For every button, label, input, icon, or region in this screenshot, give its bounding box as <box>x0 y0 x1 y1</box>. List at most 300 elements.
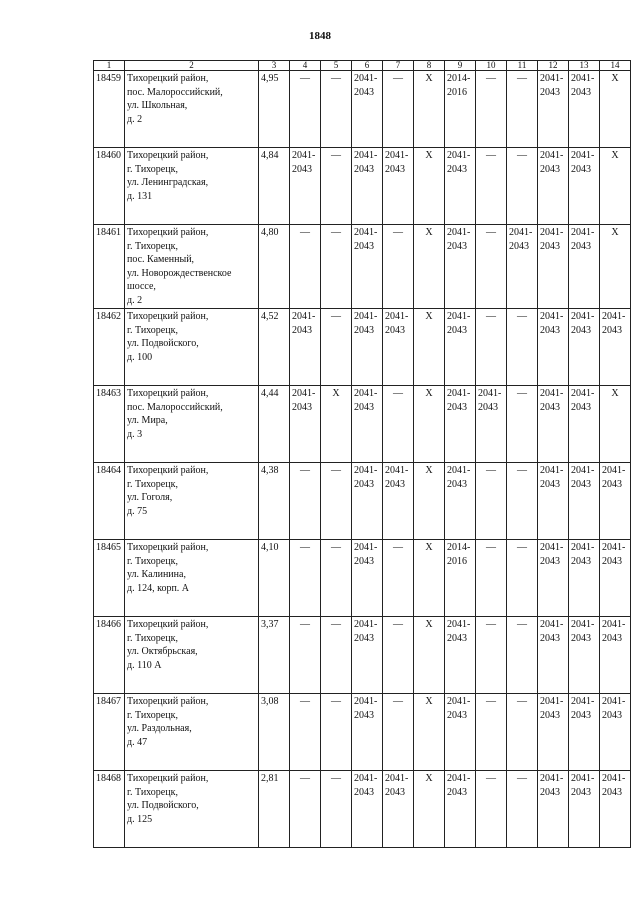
cell-text: — <box>393 227 403 238</box>
cell-text: X <box>425 311 433 322</box>
value-cell-6 <box>352 71 383 148</box>
address-line: г. Тихорецк, <box>127 240 178 252</box>
value-cell-5 <box>321 771 352 848</box>
value-cell-9 <box>445 771 476 848</box>
cell-text: 2041- <box>571 311 595 322</box>
cell-text: 2043 <box>509 240 529 252</box>
address-line: д. 3 <box>127 428 143 440</box>
address-cell <box>125 540 259 617</box>
cell-text: 2043 <box>571 163 591 175</box>
cell-text: 2041- <box>385 311 409 322</box>
cell-text: 2043 <box>354 163 374 175</box>
cell-text: 2014- <box>447 542 471 553</box>
cell-text: 2043 <box>540 555 560 567</box>
cell-text: 2041- <box>354 696 378 707</box>
value-cell-6 <box>352 771 383 848</box>
cell-text: 2043 <box>571 709 591 721</box>
row-number-cell: 18460 <box>94 148 125 225</box>
cell-text: 2043 <box>602 632 622 644</box>
cell-text: X <box>425 73 433 84</box>
cell-text: 2043 <box>354 786 374 798</box>
value-cell-7 <box>383 694 414 771</box>
value-cell-8 <box>414 225 445 309</box>
cell-text: 2041- <box>447 311 471 322</box>
value-cell-8 <box>414 386 445 463</box>
value-cell-14 <box>600 309 631 386</box>
cell-text: — <box>331 73 341 84</box>
table-row <box>94 617 631 694</box>
cell-text: — <box>486 542 496 553</box>
address-line: ул. Раздольная, <box>127 723 192 734</box>
cell-text: — <box>393 542 403 553</box>
value-cell-12 <box>538 71 569 148</box>
value-cell-14 <box>600 386 631 463</box>
value-cell-3: 4,44 <box>259 386 290 463</box>
cell-text: 2043 <box>540 478 560 490</box>
cell-text: 2043 <box>602 786 622 798</box>
address-cell <box>125 148 259 225</box>
address-line: пос. Малороссийский, <box>127 401 223 413</box>
cell-text: 2043 <box>354 240 374 252</box>
value-cell-10 <box>476 148 507 225</box>
value-cell-5 <box>321 225 352 309</box>
cell-text: 2041- <box>540 311 564 322</box>
column-header-10: 10 <box>476 61 507 71</box>
value-cell-4 <box>290 694 321 771</box>
value-cell-6 <box>352 309 383 386</box>
cell-text: — <box>300 465 310 476</box>
value-cell-12 <box>538 225 569 309</box>
address-cell <box>125 309 259 386</box>
cell-text: 2043 <box>447 709 467 721</box>
cell-text: X <box>425 696 433 707</box>
value-cell-11 <box>507 463 538 540</box>
table-body <box>94 71 631 848</box>
column-header-2: 2 <box>125 61 259 71</box>
address-cell <box>125 225 259 309</box>
value-cell-8 <box>414 463 445 540</box>
column-header-4: 4 <box>290 61 321 71</box>
cell-text: — <box>331 311 341 322</box>
value-cell-3: 4,95 <box>259 71 290 148</box>
value-cell-8 <box>414 617 445 694</box>
column-header-3: 3 <box>259 61 290 71</box>
value-cell-6 <box>352 694 383 771</box>
value-cell-10 <box>476 386 507 463</box>
cell-text: 2043 <box>571 240 591 252</box>
cell-text: 2041- <box>602 696 626 707</box>
address-line: д. 100 <box>127 351 153 363</box>
address-line: Тихорецкий район, <box>127 696 209 707</box>
cell-text: — <box>331 696 341 707</box>
address-line: д. 2 <box>127 294 143 306</box>
cell-text: 2041- <box>292 311 316 322</box>
value-cell-7 <box>383 71 414 148</box>
value-cell-6 <box>352 617 383 694</box>
cell-text: 2041- <box>571 388 595 399</box>
value-cell-12 <box>538 540 569 617</box>
value-cell-12 <box>538 771 569 848</box>
address-line: ул. Подвойского, <box>127 800 199 811</box>
value-cell-4 <box>290 463 321 540</box>
value-cell-8 <box>414 309 445 386</box>
address-line: ул. Школьная, <box>127 100 188 111</box>
cell-text: X <box>425 465 433 476</box>
address-line: д. 131 <box>127 190 153 202</box>
address-line: ул. Мира, <box>127 415 168 426</box>
value-cell-13 <box>569 71 600 148</box>
value-cell-13 <box>569 617 600 694</box>
cell-text: 2041- <box>478 388 502 399</box>
value-cell-4 <box>290 148 321 225</box>
cell-text: 2014- <box>447 73 471 84</box>
cell-text: — <box>517 619 527 630</box>
cell-text: 2041- <box>354 465 378 476</box>
cell-text: — <box>517 465 527 476</box>
cell-text: 2043 <box>540 709 560 721</box>
cell-text: 2041- <box>385 465 409 476</box>
value-cell-7 <box>383 386 414 463</box>
cell-text: 2041- <box>571 773 595 784</box>
cell-text: 2043 <box>602 324 622 336</box>
column-header-5: 5 <box>321 61 352 71</box>
value-cell-5 <box>321 463 352 540</box>
value-cell-5 <box>321 309 352 386</box>
row-number-cell: 18461 <box>94 225 125 309</box>
column-header-14: 14 <box>600 61 631 71</box>
column-header-11: 11 <box>507 61 538 71</box>
value-cell-14 <box>600 225 631 309</box>
address-line: Тихорецкий район, <box>127 388 209 399</box>
cell-text: 2041- <box>540 542 564 553</box>
value-cell-6 <box>352 148 383 225</box>
cell-text: 2043 <box>540 786 560 798</box>
cell-text: 2043 <box>354 632 374 644</box>
value-cell-3: 3,08 <box>259 694 290 771</box>
address-line: Тихорецкий район, <box>127 465 209 476</box>
cell-text: — <box>486 773 496 784</box>
cell-text: 2041- <box>354 311 378 322</box>
cell-text: 2043 <box>540 401 560 413</box>
row-number-cell: 18466 <box>94 617 125 694</box>
cell-text: 2041- <box>354 619 378 630</box>
value-cell-4 <box>290 771 321 848</box>
cell-text: 2043 <box>385 478 405 490</box>
address-line: д. 2 <box>127 113 143 125</box>
cell-text: X <box>332 388 340 399</box>
value-cell-12 <box>538 386 569 463</box>
row-number-cell: 18459 <box>94 71 125 148</box>
cell-text: — <box>300 773 310 784</box>
cell-text: 2041- <box>354 773 378 784</box>
table-row <box>94 463 631 540</box>
cell-text: 2041- <box>385 150 409 161</box>
address-line: г. Тихорецк, <box>127 163 178 175</box>
cell-text: — <box>517 388 527 399</box>
value-cell-12 <box>538 617 569 694</box>
value-cell-9 <box>445 309 476 386</box>
column-header-8: 8 <box>414 61 445 71</box>
value-cell-9 <box>445 225 476 309</box>
cell-text: — <box>331 465 341 476</box>
value-cell-4 <box>290 225 321 309</box>
value-cell-10 <box>476 463 507 540</box>
cell-text: 2041- <box>602 542 626 553</box>
address-line: д. 110 А <box>127 659 162 671</box>
cell-text: — <box>486 465 496 476</box>
cell-text: — <box>300 73 310 84</box>
cell-text: — <box>300 542 310 553</box>
cell-text: 2043 <box>571 401 591 413</box>
cell-text: 2043 <box>447 632 467 644</box>
address-cell <box>125 71 259 148</box>
row-number-cell: 18464 <box>94 463 125 540</box>
cell-text: 2043 <box>385 786 405 798</box>
cell-text: — <box>331 773 341 784</box>
value-cell-9 <box>445 540 476 617</box>
value-cell-5 <box>321 148 352 225</box>
cell-text: 2043 <box>385 163 405 175</box>
table-row <box>94 694 631 771</box>
cell-text: 2041- <box>354 542 378 553</box>
value-cell-14 <box>600 463 631 540</box>
cell-text: 2043 <box>602 555 622 567</box>
address-cell <box>125 617 259 694</box>
value-cell-7 <box>383 225 414 309</box>
value-cell-10 <box>476 225 507 309</box>
value-cell-13 <box>569 771 600 848</box>
cell-text: 2041- <box>540 73 564 84</box>
value-cell-11 <box>507 617 538 694</box>
cell-text: — <box>331 542 341 553</box>
value-cell-13 <box>569 225 600 309</box>
cell-text: 2041- <box>571 619 595 630</box>
value-cell-5 <box>321 540 352 617</box>
table-row <box>94 386 631 463</box>
address-line: ул. Октябрьская, <box>127 646 198 657</box>
address-line: д. 47 <box>127 736 148 748</box>
value-cell-12 <box>538 463 569 540</box>
address-line: г. Тихорецк, <box>127 786 178 798</box>
value-cell-13 <box>569 694 600 771</box>
cell-text: 2041- <box>602 619 626 630</box>
value-cell-6 <box>352 225 383 309</box>
cell-text: 2043 <box>447 786 467 798</box>
address-cell <box>125 771 259 848</box>
value-cell-3: 4,84 <box>259 148 290 225</box>
cell-text: 2041- <box>447 696 471 707</box>
value-cell-5 <box>321 694 352 771</box>
address-line: ул. Подвойского, <box>127 338 199 349</box>
value-cell-3: 2,81 <box>259 771 290 848</box>
value-cell-9 <box>445 386 476 463</box>
value-cell-4 <box>290 309 321 386</box>
column-header-6: 6 <box>352 61 383 71</box>
value-cell-12 <box>538 694 569 771</box>
cell-text: X <box>611 73 619 84</box>
cell-text: 2043 <box>447 163 467 175</box>
cell-text: — <box>393 73 403 84</box>
value-cell-14 <box>600 148 631 225</box>
table-row <box>94 540 631 617</box>
address-line: г. Тихорецк, <box>127 555 178 567</box>
cell-text: 2043 <box>354 324 374 336</box>
value-cell-3: 3,37 <box>259 617 290 694</box>
cell-text: X <box>425 227 433 238</box>
address-line: шоссе, <box>127 281 156 292</box>
row-number-cell: 18463 <box>94 386 125 463</box>
address-line: д. 75 <box>127 505 148 517</box>
value-cell-5 <box>321 386 352 463</box>
cell-text: 2043 <box>292 163 312 175</box>
value-cell-14 <box>600 71 631 148</box>
cell-text: 2041- <box>509 227 533 238</box>
value-cell-11 <box>507 694 538 771</box>
value-cell-10 <box>476 71 507 148</box>
cell-text: — <box>393 619 403 630</box>
table-row <box>94 71 631 148</box>
cell-text: — <box>393 388 403 399</box>
column-header-7: 7 <box>383 61 414 71</box>
cell-text: 2041- <box>571 465 595 476</box>
cell-text: X <box>425 773 433 784</box>
cell-text: 2043 <box>447 478 467 490</box>
cell-text: 2043 <box>354 555 374 567</box>
cell-text: 2041- <box>354 150 378 161</box>
cell-text: — <box>300 619 310 630</box>
address-cell <box>125 694 259 771</box>
cell-text: X <box>611 227 619 238</box>
value-cell-14 <box>600 617 631 694</box>
cell-text: 2041- <box>447 150 471 161</box>
cell-text: — <box>300 227 310 238</box>
cell-text: 2041- <box>571 73 595 84</box>
cell-text: — <box>517 73 527 84</box>
cell-text: 2043 <box>602 709 622 721</box>
header-row <box>94 61 631 71</box>
cell-text: 2043 <box>447 324 467 336</box>
cell-text: X <box>425 150 433 161</box>
value-cell-12 <box>538 309 569 386</box>
cell-text: — <box>517 773 527 784</box>
value-cell-4 <box>290 386 321 463</box>
value-cell-9 <box>445 463 476 540</box>
table-row <box>94 309 631 386</box>
cell-text: 2043 <box>540 324 560 336</box>
cell-text: — <box>486 311 496 322</box>
cell-text: 2043 <box>540 86 560 98</box>
value-cell-6 <box>352 386 383 463</box>
cell-text: 2016 <box>447 86 467 98</box>
cell-text: 2041- <box>540 388 564 399</box>
row-number-cell: 18462 <box>94 309 125 386</box>
value-cell-7 <box>383 309 414 386</box>
value-cell-3: 4,52 <box>259 309 290 386</box>
cell-text: 2041- <box>602 311 626 322</box>
address-line: д. 125 <box>127 813 153 825</box>
address-line: г. Тихорецк, <box>127 632 178 644</box>
value-cell-14 <box>600 771 631 848</box>
cell-text: 2043 <box>571 324 591 336</box>
cell-text: X <box>611 150 619 161</box>
repair-schedule-table <box>93 60 631 848</box>
address-line: ул. Ленинградская, <box>127 177 209 188</box>
address-line: Тихорецкий район, <box>127 773 209 784</box>
address-line: Тихорецкий район, <box>127 73 209 84</box>
address-line: г. Тихорецк, <box>127 324 178 336</box>
cell-text: — <box>486 696 496 707</box>
value-cell-9 <box>445 617 476 694</box>
row-number-cell: 18467 <box>94 694 125 771</box>
cell-text: 2043 <box>292 324 312 336</box>
cell-text: — <box>331 227 341 238</box>
value-cell-7 <box>383 148 414 225</box>
value-cell-11 <box>507 540 538 617</box>
address-cell <box>125 463 259 540</box>
cell-text: 2016 <box>447 555 467 567</box>
cell-text: 2041- <box>447 227 471 238</box>
cell-text: — <box>486 73 496 84</box>
cell-text: 2041- <box>292 388 316 399</box>
cell-text: 2043 <box>478 401 498 413</box>
value-cell-8 <box>414 540 445 617</box>
cell-text: 2041- <box>571 227 595 238</box>
cell-text: — <box>300 696 310 707</box>
cell-text: — <box>331 150 341 161</box>
cell-text: — <box>517 542 527 553</box>
cell-text: 2043 <box>354 478 374 490</box>
address-line: Тихорецкий район, <box>127 542 209 553</box>
cell-text: 2041- <box>385 773 409 784</box>
cell-text: 2043 <box>354 401 374 413</box>
value-cell-14 <box>600 540 631 617</box>
value-cell-9 <box>445 694 476 771</box>
column-header-12: 12 <box>538 61 569 71</box>
cell-text: — <box>393 696 403 707</box>
cell-text: 2041- <box>540 773 564 784</box>
value-cell-13 <box>569 148 600 225</box>
address-line: пос. Малороссийский, <box>127 86 223 98</box>
cell-text: X <box>425 542 433 553</box>
value-cell-12 <box>538 148 569 225</box>
value-cell-8 <box>414 148 445 225</box>
cell-text: 2041- <box>571 150 595 161</box>
cell-text: 2043 <box>354 86 374 98</box>
cell-text: 2041- <box>540 696 564 707</box>
value-cell-11 <box>507 225 538 309</box>
address-line: ул. Новорождественское <box>127 267 232 279</box>
cell-text: X <box>425 619 433 630</box>
cell-text: 2043 <box>354 709 374 721</box>
value-cell-7 <box>383 617 414 694</box>
cell-text: 2043 <box>602 478 622 490</box>
cell-text: — <box>486 227 496 238</box>
cell-text: — <box>486 150 496 161</box>
cell-text: 2041- <box>540 150 564 161</box>
value-cell-4 <box>290 540 321 617</box>
address-line: г. Тихорецк, <box>127 709 178 721</box>
column-header-1: 1 <box>94 61 125 71</box>
value-cell-8 <box>414 771 445 848</box>
value-cell-9 <box>445 148 476 225</box>
cell-text: 2043 <box>540 632 560 644</box>
column-header-9: 9 <box>445 61 476 71</box>
value-cell-3: 4,10 <box>259 540 290 617</box>
value-cell-13 <box>569 463 600 540</box>
value-cell-10 <box>476 771 507 848</box>
value-cell-6 <box>352 540 383 617</box>
cell-text: 2041- <box>447 465 471 476</box>
